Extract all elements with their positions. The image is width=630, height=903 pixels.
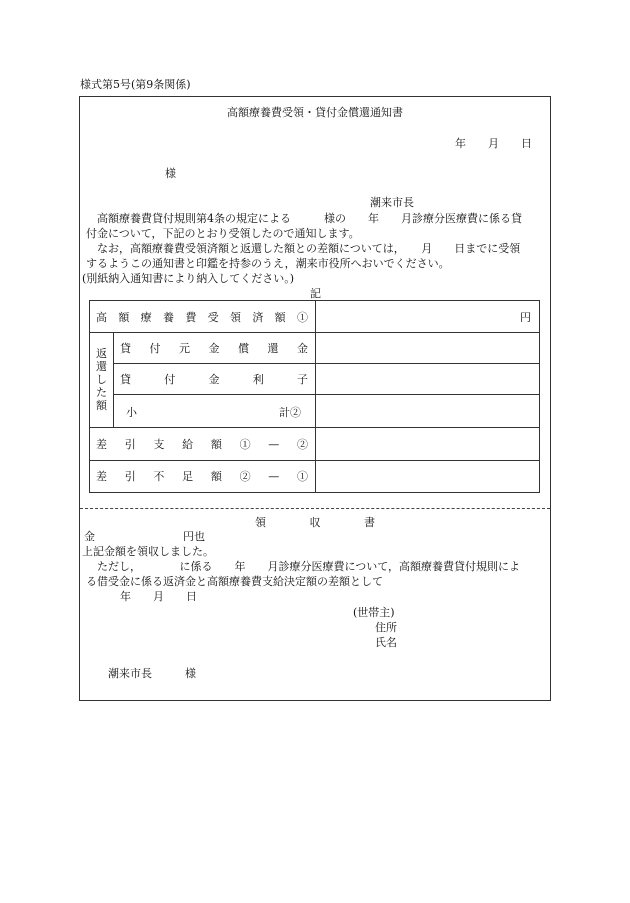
document-title: 高額療養費受領・貸付金償還通知書 xyxy=(227,106,403,119)
householder-label: (世帯主) xyxy=(353,606,395,619)
body-line-3: なお，高額療養費受領済額と返還した額との差額については， 月 日までに受領 xyxy=(86,242,521,255)
subtotal-label xyxy=(114,395,316,427)
body-line-1: 高額療養費貸付規則第4条の規定による 様の 年 月診療分医療費に係る貸 xyxy=(86,212,522,225)
returned-amount-header xyxy=(90,333,114,427)
subtotal-value xyxy=(316,395,540,427)
issue-date: 年 月 日 xyxy=(455,137,532,150)
issuer-mayor: 潮来市長 xyxy=(370,196,414,209)
principal-repayment-value xyxy=(316,333,540,364)
amount-table xyxy=(89,300,540,493)
interest-label: 貸付金利子 xyxy=(114,364,316,395)
difference-shortage-label: 差引不足額②—① xyxy=(90,460,316,492)
received-amount-yen: 円 xyxy=(316,301,540,333)
difference-payment-label: 差引支給額①—② xyxy=(90,427,316,460)
receipt-amount: 金 円也 xyxy=(84,530,205,543)
receipt-received-line: 上記金額を領収しました。 xyxy=(82,545,214,558)
receipt-title: 領 収 書 xyxy=(255,516,375,529)
recipient-honorific: 様 xyxy=(165,167,176,180)
body-line-4: するようこの通知書と印鑑を持参のうえ，潮来市役所へおいでください。 xyxy=(86,257,450,270)
receipt-note-line-2: る借受金に係る返済金と高額療養費支給決定額の差額として xyxy=(86,575,383,588)
returned-amount-text: 返還した額 xyxy=(96,347,107,413)
cut-line xyxy=(80,508,550,509)
received-amount-label: 高額療養費受領済額① xyxy=(90,301,316,333)
principal-repayment-label: 貸付元金償還金 xyxy=(114,333,316,364)
difference-payment-value xyxy=(316,427,540,460)
form-number-label: 様式第5号(第9条関係) xyxy=(80,78,191,91)
address-label: 住所 xyxy=(375,621,397,634)
interest-value xyxy=(316,364,540,395)
difference-shortage-value xyxy=(316,460,540,492)
body-line-2: 付金について，下記のとおり受領したので通知します。 xyxy=(86,227,360,240)
receipt-note-line-1: ただし， に係る 年 月診療分医療費について，高額療養費貸付規則によ xyxy=(86,560,521,573)
body-line-5: (別紙納入通知書により納入してください。) xyxy=(82,272,295,285)
ki-label: 記 xyxy=(310,287,321,300)
subtotal-label-a: 小 xyxy=(126,406,137,420)
subtotal-label-b: 計② xyxy=(279,406,301,420)
receipt-date: 年 月 日 xyxy=(120,590,197,603)
name-label: 氏名 xyxy=(375,636,397,649)
receipt-addressee: 潮来市長 様 xyxy=(108,667,196,680)
